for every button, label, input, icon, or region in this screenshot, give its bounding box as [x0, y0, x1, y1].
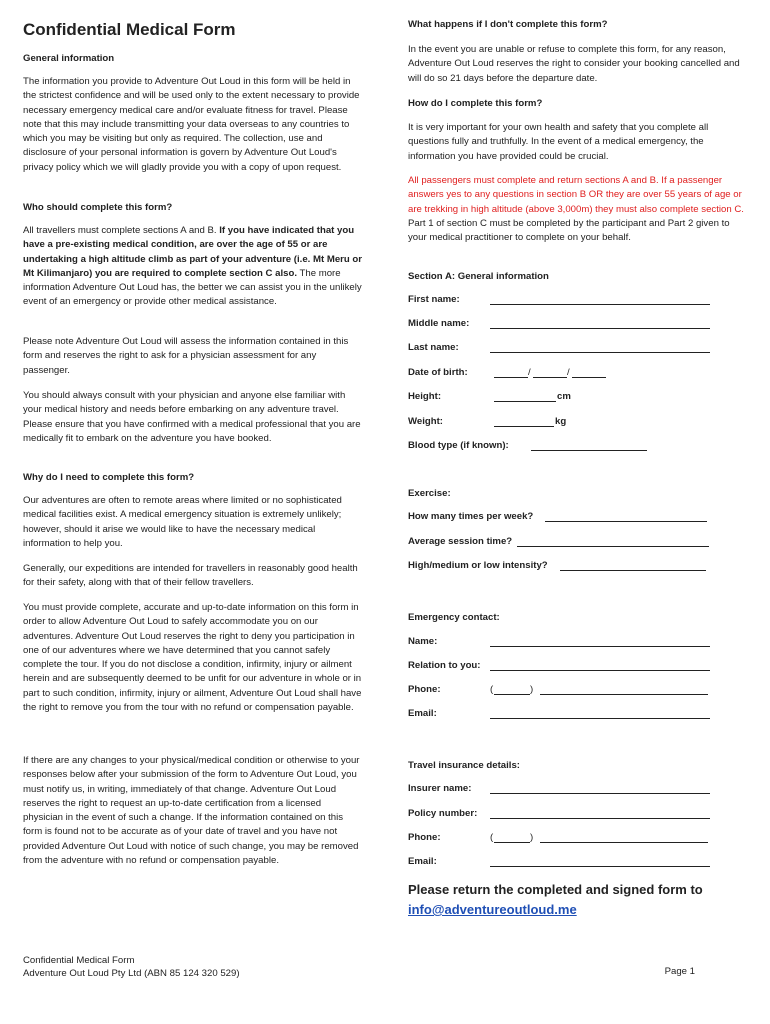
exercise-times-field[interactable]: [545, 511, 707, 522]
consult-text: You should always consult with your physician and anyone else familiar with your medical history and needs before embarking on any adventure travel. Please ensure that you have confirmed with a medical professional that you are medically fit to embark on the adventure you have booked.: [23, 390, 361, 444]
emergency-phone-open: (: [490, 684, 494, 695]
how-text: It is very important for your own health and safety that you complete all questions fully and truthfully. In the event of a medical emergency, the information you have provided could be crucial.: [408, 122, 709, 162]
not-complete-heading: What happens if I don't complete this form?: [408, 19, 608, 30]
footer-company: Adventure Out Loud Pty Ltd (ABN 85 124 320 529): [23, 968, 240, 979]
weight-unit: kg: [555, 416, 567, 427]
insurer-name-label: Insurer name:: [408, 783, 472, 794]
general-heading: General information: [23, 53, 115, 64]
insurance-area-code-field[interactable]: [494, 832, 530, 843]
last-name-label: Last name:: [408, 342, 459, 353]
exercise-times-label: How many times per week?: [408, 511, 534, 522]
who-text-b: The more information Adventure Out Loud has, the better we can assist you in the unlikely event of an emergency or provide other medical assistance.: [23, 267, 362, 308]
black-instruction: Part 1 of section C must be completed by the participant and Part 2 given to your medical practitioner to complete on your behalf.: [408, 217, 730, 244]
dob-slash-2: /: [567, 367, 570, 378]
height-unit: cm: [557, 391, 571, 402]
dob-month-field[interactable]: [533, 367, 567, 378]
instruction-text: [408, 174, 748, 245]
emergency-name-label: Name:: [408, 636, 438, 647]
why-text-1: Our adventures are often to remote areas where limited or no sophisticated medical facilities exist. A medical emergency situation is extremely unlikely; however, should it arise we would like to have the necessary medical information to help you.: [23, 495, 342, 549]
emergency-email-label: Email:: [408, 708, 437, 719]
footer-title: Confidential Medical Form: [23, 955, 135, 966]
height-label: Height:: [408, 391, 442, 402]
insurer-name-field[interactable]: [490, 783, 710, 794]
weight-field[interactable]: [494, 416, 554, 427]
insurance-email-field[interactable]: [490, 856, 710, 867]
general-text: The information you provide to Adventure Out Loud in this form will be held in the strictest confidence and will be used only to the extent necessary to provide necessary emergency medical care and/or evaluate fitness for travel. Please note that this may include transmitting your data overseas to any countries to which you may be visiting but only as required. The collection, use and disclosure of your personal information is govern by Adventure Out Loud's privacy policy which we will gladly provide you with a copy of upon request.: [23, 76, 360, 173]
return-email-link[interactable]: info@adventureoutloud.me: [408, 902, 577, 917]
blood-type-field[interactable]: [531, 440, 647, 451]
why-text-2: Generally, our expeditions are intended for travellers in reasonably good health for their safety, along with that of their fellow travellers.: [23, 563, 358, 589]
why-text-4: If there are any changes to your physical/medical condition or otherwise to your responses below after your submission of the form to Adventure Out Loud, you must notify us, in writing, immediately of that change. Adventure Out Loud reserves the right to request an up-to-date certification from a licensed physician in the event of such a change. If the information contained on this form is found not to be accurate as of your date of travel and you have not provided Adventure Out Loud with notice of such change, you may be removed from the adventure with no refund or compensation payable.: [23, 755, 360, 867]
weight-label: Weight:: [408, 416, 443, 427]
insurance-phone-label: Phone:: [408, 832, 441, 843]
emergency-name-field[interactable]: [490, 636, 710, 647]
return-instructions: [408, 880, 703, 920]
policy-number-field[interactable]: [490, 808, 710, 819]
why-text-3: You must provide complete, accurate and up-to-date information on this form in order to allow Adventure Out Loud to safely accommodate you on our adventures. Adventure Out Loud reserves the right to deny you participation in one of our adventures where we have determined that you cannot safely complete the tour. If you do not disclose a condition, infirmity, injury or ailment herein and are subsequently deemed to be unfit for our adventure in whole or in part to such condition, infirmity, injury or ailment, Adventure Out Loud shall have the right to remove you from the tour with no refund or compensation payable.: [23, 602, 362, 714]
section-a-heading: Section A: General information: [408, 271, 549, 282]
insurance-heading: Travel insurance details:: [408, 760, 520, 771]
exercise-heading: Exercise:: [408, 488, 451, 499]
policy-number-label: Policy number:: [408, 808, 478, 819]
assess-text: Please note Adventure Out Loud will assess the information contained in this form and reserves the right to ask for a physician assessment for any passenger.: [23, 336, 349, 376]
insurance-phone-open: (: [490, 832, 494, 843]
emergency-phone-field[interactable]: [540, 684, 708, 695]
dob-year-field[interactable]: [572, 367, 606, 378]
why-heading: Why do I need to complete this form?: [23, 472, 195, 483]
who-text: [23, 224, 363, 310]
blood-type-label: Blood type (if known):: [408, 440, 509, 451]
middle-name-label: Middle name:: [408, 318, 470, 329]
emergency-heading: Emergency contact:: [408, 612, 500, 623]
dob-slash-1: /: [528, 367, 531, 378]
last-name-field[interactable]: [490, 342, 710, 353]
who-heading: Who should complete this form?: [23, 202, 173, 213]
who-text-bold: If you have indicated that you have a pre-existing medical condition, are over the age of 55 or are undertaking a high altitude climb as part of your adventure (i.e. Mt Meru or Mt Kilimanjaro) you are required to complete section C also.: [23, 225, 363, 279]
middle-name-field[interactable]: [490, 318, 710, 329]
who-text-a: All travellers must complete sections A and B.: [23, 225, 220, 236]
emergency-area-code-field[interactable]: [494, 684, 530, 695]
emergency-relation-field[interactable]: [490, 660, 710, 671]
insurance-phone-close: ): [530, 832, 534, 843]
exercise-intensity-label: High/medium or low intensity?: [408, 560, 548, 571]
dob-label: Date of birth:: [408, 367, 468, 378]
page-title: Confidential Medical Form: [23, 20, 236, 39]
exercise-intensity-field[interactable]: [560, 560, 706, 571]
emergency-phone-close: ): [530, 684, 534, 695]
return-text: Please return the completed and signed form to: [408, 882, 703, 897]
dob-day-field[interactable]: [494, 367, 528, 378]
emergency-phone-label: Phone:: [408, 684, 441, 695]
page-number: Page 1: [664, 966, 695, 977]
height-field[interactable]: [494, 391, 556, 402]
exercise-session-field[interactable]: [517, 536, 709, 547]
emergency-relation-label: Relation to you:: [408, 660, 481, 671]
exercise-session-label: Average session time?: [408, 536, 513, 547]
emergency-email-field[interactable]: [490, 708, 710, 719]
first-name-field[interactable]: [490, 294, 710, 305]
insurance-phone-field[interactable]: [540, 832, 708, 843]
red-instruction: All passengers must complete and return sections A and B. If a passenger answers yes to any questions in section B OR they are over 55 years of age or are trekking in high altitude (above 3,000m) they must also complete section C.: [408, 175, 744, 215]
first-name-label: First name:: [408, 294, 460, 305]
how-heading: How do I complete this form?: [408, 98, 543, 109]
insurance-email-label: Email:: [408, 856, 437, 867]
not-complete-text: In the event you are unable or refuse to complete this form, for any reason, Adventure Out Loud reserves the right to consider your booking cancelled and will do so 21 days before the departure date.: [408, 44, 740, 84]
